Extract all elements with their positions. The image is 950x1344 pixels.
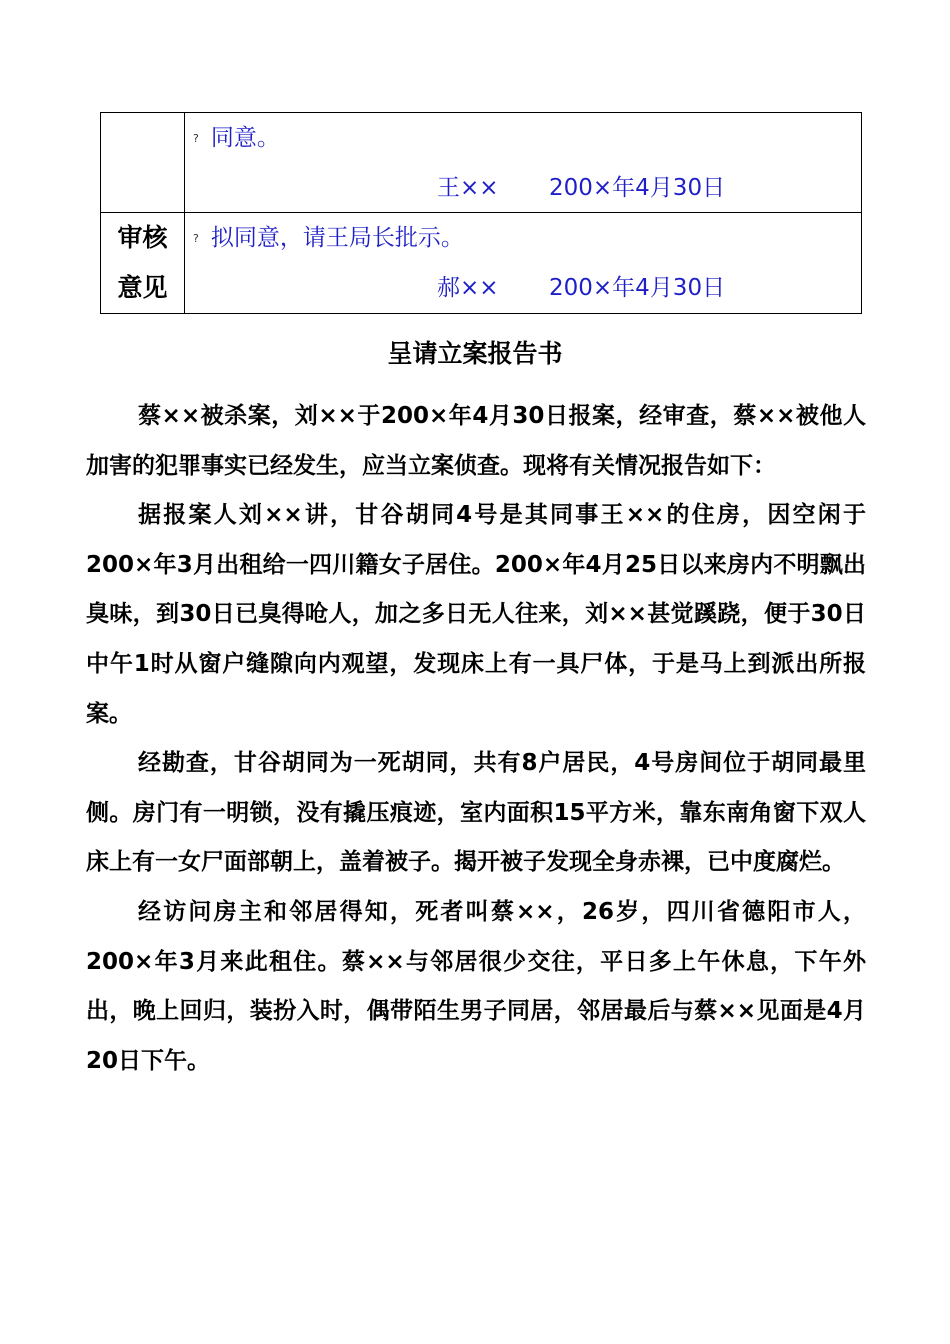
review-opinion-cell bbox=[185, 213, 862, 314]
review-label-line2: 意见 bbox=[117, 273, 168, 302]
document-title: 呈请立案报告书 bbox=[387, 339, 563, 368]
leader-signature-line bbox=[437, 173, 725, 203]
review-opinion-text: 拟同意，请王局长批示。 bbox=[210, 225, 464, 251]
leader-opinion-text: 同意。 bbox=[210, 125, 280, 151]
review-sign-date: 200×年4月30日 bbox=[549, 275, 726, 301]
review-opinion-line bbox=[193, 223, 464, 254]
approval-label-empty bbox=[101, 113, 185, 213]
leader-signer: 王×× bbox=[437, 175, 499, 201]
bullet-icon: ? bbox=[193, 231, 199, 245]
approval-row-leader bbox=[101, 113, 862, 213]
review-label-line1: 审核 bbox=[117, 223, 168, 252]
approval-row-review bbox=[101, 213, 862, 314]
review-signer: 郝×× bbox=[437, 275, 499, 301]
paragraph-report-account: 据报案人刘××讲，甘谷胡同4号是其同事王××的住房，因空闲于200×年3月出租给一四川籍女子居住。200×年4月25日以来房内不明飘出臭味，到30日已臭得呛人，加之多日无人往来，刘××甚觉蹊跷，便于30日中午1时从窗户缝隙向内观望，发现床上有一具尸体，于是马上到派出所报案。 bbox=[86, 502, 866, 727]
leader-sign-date: 200×年4月30日 bbox=[549, 175, 726, 201]
approval-table bbox=[100, 112, 862, 314]
document-body bbox=[86, 392, 866, 1086]
review-signature-line bbox=[437, 273, 725, 303]
bullet-icon: ? bbox=[193, 131, 199, 145]
paragraph-victim-background: 经访问房主和邻居得知，死者叫蔡××，26岁，四川省德阳市人，200×年3月来此租住。蔡××与邻居很少交往，平日多上午休息，下午外出，晚上回归，装扮入时，偶带陌生男子同居，邻居最后与蔡××见面是4月20日下午。 bbox=[86, 898, 866, 1074]
paragraph-scene-inspection: 经勘查，甘谷胡同为一死胡同，共有8户居民，4号房间位于胡同最里侧。房门有一明锁，没有撬压痕迹，室内面积15平方米，靠东南角窗下双人床上有一女尸面部朝上，盖着被子。揭开被子发现全身赤裸，已中度腐烂。 bbox=[86, 750, 866, 876]
review-label bbox=[101, 213, 185, 314]
leader-opinion-line bbox=[193, 123, 280, 154]
paragraph-case-summary: 蔡××被杀案，刘××于200×年4月30日报案，经审查，蔡××被他人加害的犯罪事实已经发生，应当立案侦查。现将有关情况报告如下： bbox=[86, 403, 866, 479]
leader-opinion-cell bbox=[185, 113, 862, 213]
